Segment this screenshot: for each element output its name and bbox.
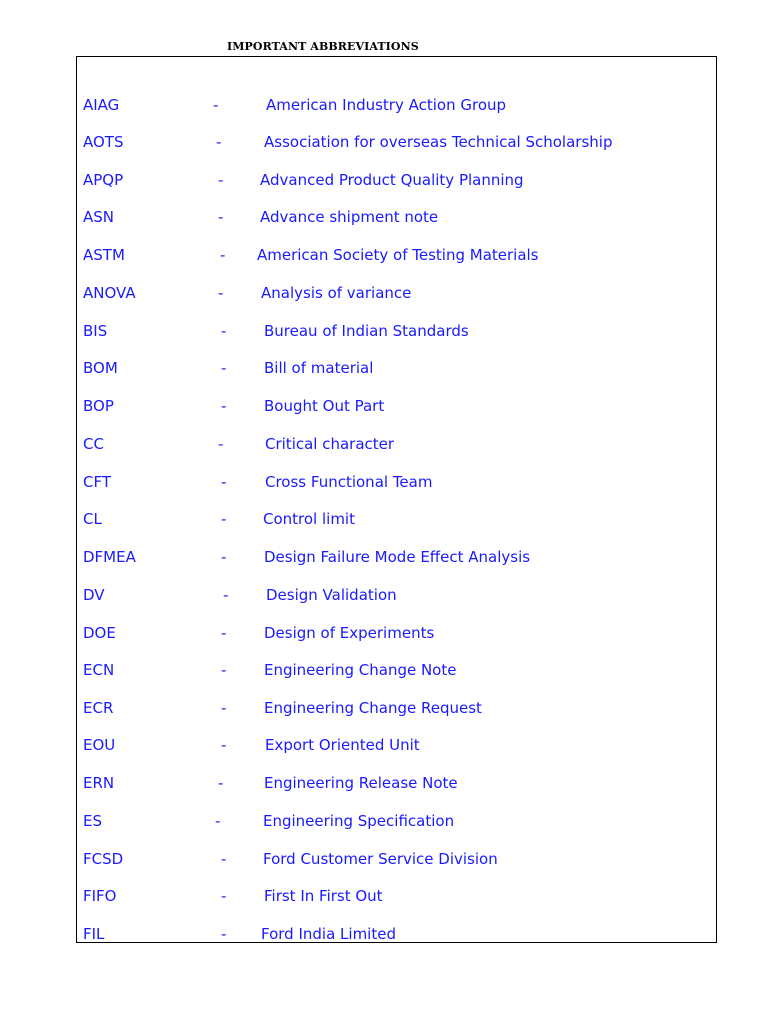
meaning: Advance shipment note — [260, 208, 439, 226]
meaning: Engineering Release Note — [264, 774, 458, 792]
list-item — [77, 394, 716, 418]
list-item — [77, 470, 716, 494]
list-item — [77, 319, 716, 343]
list-item — [77, 205, 716, 229]
separator-dash: - — [221, 850, 227, 868]
separator-dash: - — [221, 473, 227, 491]
list-item — [77, 507, 716, 531]
meaning: Cross Functional Team — [265, 473, 433, 491]
meaning: Control limit — [263, 510, 355, 528]
separator-dash: - — [218, 284, 224, 302]
meaning: Bill of material — [264, 359, 374, 377]
meaning: Design Validation — [266, 586, 397, 604]
list-item — [77, 583, 716, 607]
abbreviation: ECR — [83, 699, 114, 717]
abbreviation: BIS — [83, 322, 108, 340]
meaning: Design Failure Mode Effect Analysis — [264, 548, 531, 566]
separator-dash: - — [221, 510, 227, 528]
abbreviations-table — [76, 56, 717, 943]
separator-dash: - — [215, 812, 221, 830]
abbreviation: ES — [83, 812, 102, 830]
abbreviation: ANOVA — [83, 284, 136, 302]
abbreviation: ECN — [83, 661, 115, 679]
meaning: Advanced Product Quality Planning — [260, 171, 524, 189]
separator-dash: - — [218, 435, 224, 453]
meaning: Bureau of Indian Standards — [264, 322, 469, 340]
meaning: Ford Customer Service Division — [263, 850, 498, 868]
abbreviation: FIFO — [83, 887, 117, 905]
meaning: Bought Out Part — [264, 397, 385, 415]
separator-dash: - — [221, 359, 227, 377]
abbreviation: CFT — [83, 473, 112, 491]
meaning: Engineering Change Note — [264, 661, 457, 679]
separator-dash: - — [218, 171, 224, 189]
meaning: Engineering Change Request — [264, 699, 482, 717]
page-title: IMPORTANT ABBREVIATIONS — [227, 40, 419, 53]
separator-dash: - — [218, 774, 224, 792]
abbreviation: AOTS — [83, 133, 124, 151]
list-item — [77, 243, 716, 267]
list-item — [77, 432, 716, 456]
separator-dash: - — [213, 96, 219, 114]
separator-dash: - — [218, 208, 224, 226]
abbreviation: AIAG — [83, 96, 120, 114]
abbreviation: FIL — [83, 925, 105, 943]
separator-dash: - — [221, 397, 227, 415]
abbreviation: EOU — [83, 736, 116, 754]
list-item — [77, 281, 716, 305]
separator-dash: - — [221, 661, 227, 679]
meaning: Critical character — [265, 435, 395, 453]
list-item — [77, 545, 716, 569]
separator-dash: - — [221, 925, 227, 943]
abbreviation: DFMEA — [83, 548, 136, 566]
abbreviation: FCSD — [83, 850, 124, 868]
list-item — [77, 696, 716, 720]
list-item — [77, 130, 716, 154]
separator-dash: - — [221, 322, 227, 340]
meaning: American Society of Testing Materials — [257, 246, 539, 264]
list-item — [77, 356, 716, 380]
list-item — [77, 771, 716, 795]
separator-dash: - — [221, 887, 227, 905]
separator-dash: - — [221, 699, 227, 717]
list-item — [77, 847, 716, 871]
abbreviation: ASTM — [83, 246, 125, 264]
separator-dash: - — [221, 548, 227, 566]
abbreviation: CC — [83, 435, 104, 453]
abbreviation: CL — [83, 510, 102, 528]
abbreviation: ASN — [83, 208, 115, 226]
meaning: Association for overseas Technical Scholarship — [264, 133, 613, 151]
separator-dash: - — [221, 624, 227, 642]
abbreviation: DOE — [83, 624, 116, 642]
meaning: First In First Out — [264, 887, 383, 905]
separator-dash: - — [220, 246, 226, 264]
abbreviation: APQP — [83, 171, 124, 189]
list-item — [77, 733, 716, 757]
list-item — [77, 621, 716, 645]
list-item — [77, 809, 716, 833]
list-item — [77, 658, 716, 682]
separator-dash: - — [221, 736, 227, 754]
meaning: American Industry Action Group — [266, 96, 507, 114]
abbreviation: ERN — [83, 774, 115, 792]
meaning: Analysis of variance — [261, 284, 412, 302]
abbreviation: BOM — [83, 359, 118, 377]
meaning: Export Oriented Unit — [265, 736, 420, 754]
list-item — [77, 168, 716, 192]
meaning: Ford India Limited — [261, 925, 396, 943]
abbreviation: BOP — [83, 397, 114, 415]
list-item — [77, 93, 716, 117]
list-item — [77, 922, 716, 946]
abbreviation: DV — [83, 586, 105, 604]
meaning: Design of Experiments — [264, 624, 435, 642]
list-item — [77, 884, 716, 908]
separator-dash: - — [216, 133, 222, 151]
meaning: Engineering Specification — [263, 812, 455, 830]
separator-dash: - — [223, 586, 229, 604]
